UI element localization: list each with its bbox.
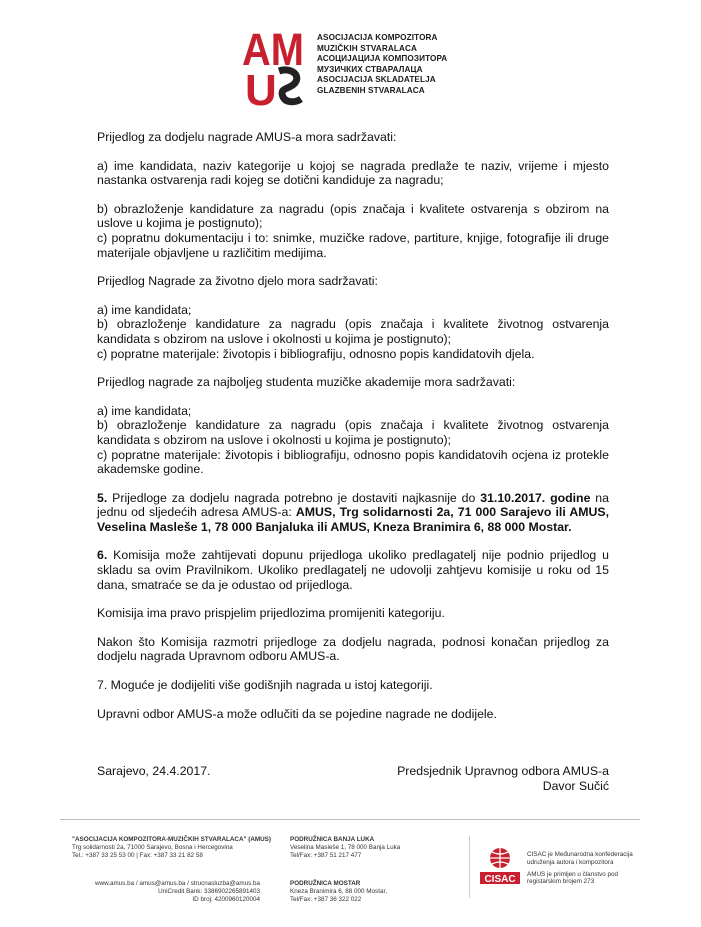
paragraph: Prijedlog Nagrade za životno djelo mora sadržavati: — [97, 274, 378, 289]
paragraph: Prijedlog nagrade za najboljeg studenta muzičke akademije mora sadržavati: — [97, 375, 516, 390]
paragraph: a) ime kandidata; — [97, 302, 192, 317]
logo-letter-u: U — [245, 66, 277, 115]
org-line: АСОЦИЈАЦИЈА КОМПОЗИТОРА — [317, 54, 448, 64]
paragraph: a) ime kandidata, naziv kategorije u kojoj se nagrada predlaže te naziv, vrijeme i mjesto nastanka ostvarenja radi kojeg se dotični kandiduje za nagradu; — [97, 158, 609, 188]
org-line: MUZIČKIH STVARALACA — [317, 43, 417, 53]
paragraph-deadline: 5. Prijedloge za dodjelu nagrada potrebno je dostaviti najkasnije do 31.10.2017. godine na jednu od sljedećih adresa AMUS-a: AMUS, Trg solidarnosti 2a, 71 000 Sarajevo ili AMUS, Veselina Masleše 1, 78 000 Banjaluka ili AMUS, Kneza Branimira 6, 88 000 Mostar. — [97, 490, 609, 534]
paragraph: Prijedlog za dodjelu nagrade AMUS-a mora sadržavati: — [97, 130, 397, 144]
amus-logo — [242, 24, 473, 115]
amus-logo-mark — [242, 24, 304, 115]
paragraph: Nakon što Komisija razmotri prijedloge za dodjelu nagrada, podnosi konačan prijedlog za dodjelu nagrada Upravnom odboru AMUS-a. — [97, 634, 609, 664]
footer-org-info: "ASOCIJACIJA KOMPOZITORA-MUZIČKIH STVARALACA" (AMUS) Trg solidarnosti 2a, 71000 Sarajevo, Bosna i Hercegovina Tel.: +387 33 25 53 00 | Fax: +387 33 21 82 58 — [72, 836, 271, 859]
document-body — [97, 130, 609, 721]
paragraph: c) popratne materijale: životopis i bibliografiju, odnosno popis kandidatovih ocjena iz protekle akademske godine. — [97, 447, 609, 477]
footer-contact-info: www.amus.ba / amus@amus.ba / strucnasluzba@amus.ba UniCredit Bank: 3386902265891403 ID broj: 4200960120004 — [72, 880, 260, 903]
org-line: GLAZBENIH STVARALACA — [317, 85, 425, 95]
footer-separator — [469, 836, 470, 898]
signatory-role: Predsjednik Upravnog odbora AMUS-a — [397, 764, 609, 778]
place-date: Sarajevo, 24.4.2017. — [97, 764, 211, 778]
footer-branch-banjaluka: PODRUŽNICA BANJA LUKA Veselina Masleše 1, 78 000 Banja Luka Tel/Fax: +387 51 217 477 — [290, 836, 401, 859]
org-name-block — [317, 33, 447, 97]
org-line: ASOCIJACIJA SKLADATELJA — [317, 75, 436, 85]
paragraph: b) obrazloženje kandidature za nagradu (opis značaja i kvalitete životnog ostvarenja kandidata s obzirom na uslove i okolnosti u kojima je postignuto); — [97, 418, 609, 447]
signatory — [397, 764, 609, 794]
cisac-label: CISAC — [484, 874, 516, 885]
paragraph-commission: 6. Komisija može zahtijevati dopunu prijedloga ukoliko predlagatelj nije podnio prijedlog u skladu sa ovim Pravilnikom. Ukoliko predlagatelj ne udovolji zahtjevu komisije u roku od 15 dana, smatraće se da je odustao od prijedloga. — [97, 548, 609, 592]
signatory-name: Davor Sučić — [542, 779, 609, 793]
logo-letters-am: AM — [242, 24, 304, 75]
paragraph: a) ime kandidata; — [97, 403, 192, 418]
cisac-info: CISAC je Međunarodna konfederacija udruženja autora i kompozitora AMUS je primljen u članstvo pod registarskim brojem 273 — [527, 851, 633, 886]
cisac-logo — [478, 842, 522, 886]
org-line: ASOCIJACIJA KOMPOZITORA — [317, 33, 438, 42]
paragraph: Komisija ima pravo prispjelim prijedlozima promijeniti kategoriju. — [97, 606, 445, 621]
paragraph: c) popratnu dokumentaciju i to: snimke, muzičke radove, partiture, knjige, fotografije ili druge materijale objavljene u različitim medijima. — [97, 230, 609, 260]
paragraph: c) popratne materijale: životopis i bibliografiju, odnosno popis kandidatovih djela. — [97, 346, 535, 361]
footer-branch-mostar: PODRUŽNICA MOSTAR Kneza Branimira 6, 88 000 Mostar, Tel/Fax: +387 36 322 022 — [290, 880, 387, 903]
footer-web-links[interactable]: www.amus.ba / amus@amus.ba / strucnasluzba@amus.ba — [94, 880, 260, 887]
paragraph: b) obrazloženje kandidature za nagradu (opis značaja i kvalitete životnog ostvarenja kandidata s obzirom na uslove i okolnosti u kojima je postignuto); — [97, 317, 609, 346]
paragraph: Upravni odbor AMUS-a može odlučiti da se pojedine nagrade ne dodijele. — [97, 706, 497, 721]
paragraph: b) obrazloženje kandidature za nagradu (opis značaja i kvalitete ostvarenja s obzirom na uslove u kojima je postignuto); — [97, 201, 609, 231]
org-line: МУЗИЧКИХ СТВАРАЛАЦА — [317, 64, 423, 74]
paragraph: 7. Moguće je dodijeliti više godišnjih nagrada u istoj kategoriji. — [97, 678, 433, 693]
footer-divider — [60, 819, 640, 820]
